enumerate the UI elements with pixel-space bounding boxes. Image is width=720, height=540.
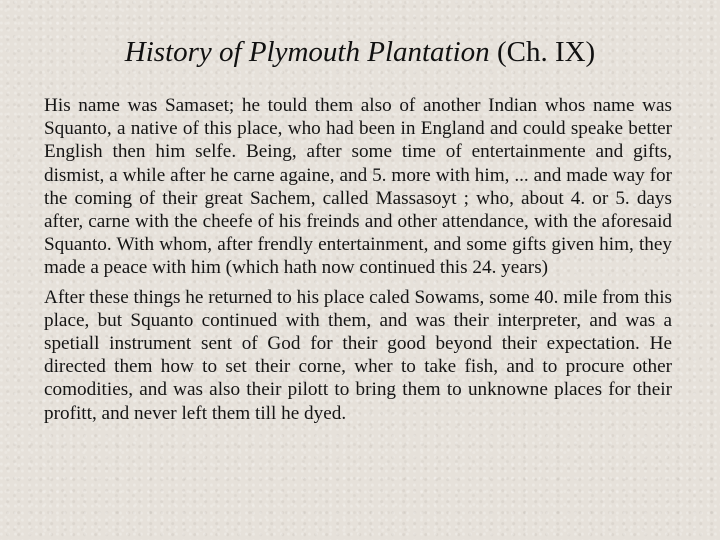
body-text [44, 94, 672, 431]
page-title [0, 34, 720, 70]
title-italic: History of Plymouth Plantation [124, 36, 490, 68]
paragraph-2: After these things he returned to his place caled Sowams, some 40. mile from this place, but Squanto continued with them, and was their interpreter, and was a spetiall instrument sent of God for their good beyond their expectation. He directed them how to set their corne, wher to take fish, and to procure other comodities, and was also their pilott to bring them to unknowne places for their profitt, and never left them till he dyed. [44, 286, 672, 424]
paragraph-1: His name was Samaset; he tould them also of another Indian whos name was Squanto, a native of this place, who had been in England and could speake better English then him selfe. Being, after some time of entertainmente and gifts, dismist, a while after he carne againe, and 5. more with him, ... and made way for the coming of their great Sachem, called Massasoyt ; who, about 4. or 5. days after, carne with the cheefe of his freinds and other attendance, with the aforesaid Squanto. With whom, after frendly entertainment, and some gifts given him, they made a peace with him (which hath now continued this 24. years) [44, 95, 672, 279]
title-chapter: (Ch. IX) [489, 36, 596, 68]
